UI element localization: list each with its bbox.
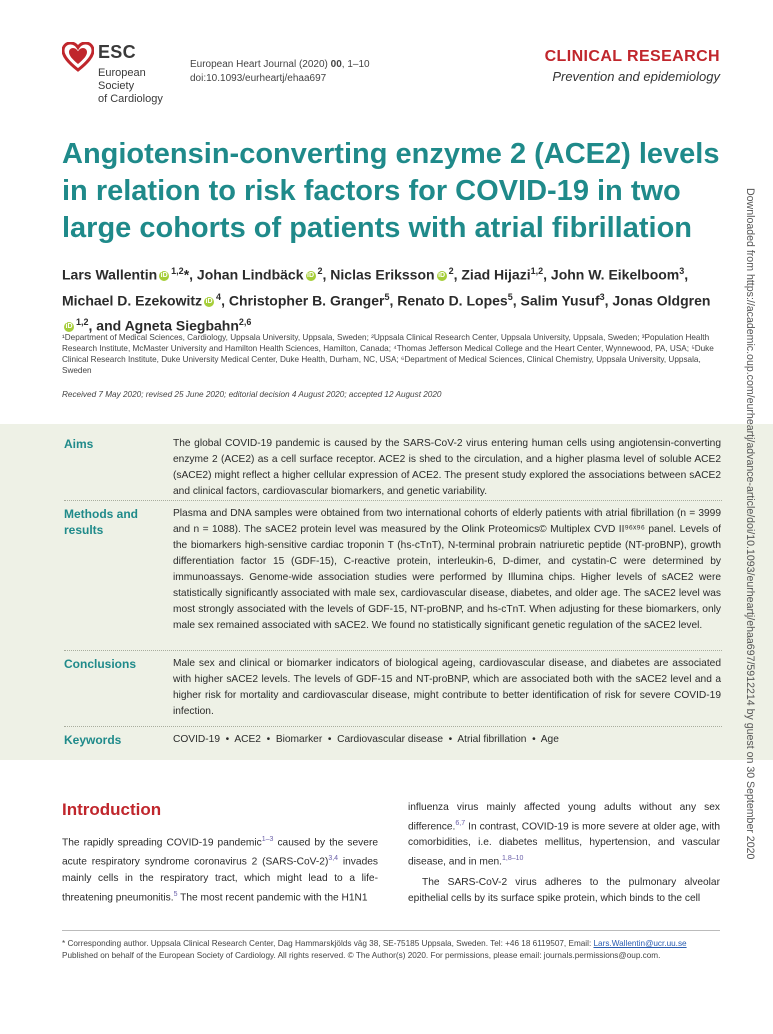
journal-doi[interactable]: doi:10.1093/eurheartj/ehaa697 bbox=[190, 73, 327, 84]
author-separator: , bbox=[189, 266, 197, 283]
orcid-icon[interactable]: iD bbox=[205, 297, 213, 305]
journal-name: European Heart Journal (2020) bbox=[190, 59, 328, 70]
corresponding-author: * Corresponding author. Uppsala Clinical Research Center, Dag Hammarskjölds väg 38, SE-75185 Uppsala, Sweden. Tel: +46 18 6119507, Email: Lars.Wallentin@ucr.uu.se bbox=[62, 939, 687, 948]
author-email-link[interactable]: Lars.Wallentin@ucr.uu.se bbox=[593, 939, 687, 948]
author-separator: , bbox=[604, 292, 613, 309]
author-affiliation-mark: 1,2 bbox=[76, 317, 89, 328]
intro-right-column: influenza virus mainly affected young adults without any sex difference.$^{6,7}$ In contrast, COVID-19 is more severe at older age, with comorbidities, i.e. diabetes mellitus, hypertension, and vascular disease, and in men.$^{1,8-10}$ The SARS-CoV-2 virus adheres to the pulmonary alveolar epithelial cells by its surface spike protein, which binds to the cell bbox=[408, 800, 720, 907]
footnotes bbox=[62, 938, 732, 962]
download-note-text: Downloaded from https://academic.oup.com/eurheartj/advance-article/doi/10.1093/eurheartj/ehaa697/5912214 by guest on 30 September 2020 bbox=[744, 188, 756, 860]
methods-text: Plasma and DNA samples were obtained from two international cohorts of elderly patients with atrial fibrillation (n = 3999 and n = 1088). The sACE2 protein level was measured by the Olink Proteomics© Multiplex CVD II⁹⁶ˣ⁹⁶ panel. Levels of the biomarkers high-sensitive cardiac troponin T (hs-cTnT), N-terminal probrain natriuretic peptide (NT-proBNP), growth differentiation factor 15 (GDF-15), C-reactive protein, interleukin-6, D-dimer, and cystatin-C were determined by immunoassays. Genome-wide association studies were performed by Illumina chips. Higher levels of sACE2 were statistically significantly associated with male sex, cardiovascular disease, diabetes, and older age. The sACE2 level was most strongly associated with the levels of GDF-15, NT-proBNP, and hs-cTnT. When adjusting for these biomarkers, only male sex remained associated with sACE2. We found no statistically significant genetic regulation of the sACE2 level. bbox=[173, 508, 721, 631]
intro-heading: Introduction bbox=[62, 800, 162, 819]
orcid-icon[interactable]: iD bbox=[438, 271, 446, 279]
citation-link[interactable]: 1–3 bbox=[261, 836, 274, 843]
author-name[interactable]: Christopher B. Granger bbox=[228, 292, 385, 309]
intro-paragraph-2: The SARS-CoV-2 virus adheres to the pulmonary alveolar epithelial cells by its surface spike protein, which binds to the cell bbox=[408, 876, 720, 904]
author-separator: , bbox=[684, 266, 689, 283]
article-title: Angiotensin-converting enzyme 2 (ACE2) levels in relation to risk factors for COVID-19 in two large cohorts of patients with atrial fibrillation bbox=[62, 138, 720, 244]
author-affiliation-mark: 3 bbox=[679, 266, 685, 276]
keywords-label: Keywords bbox=[64, 733, 122, 747]
author-list bbox=[62, 260, 722, 337]
abstract-divider bbox=[64, 726, 722, 727]
author-name[interactable]: Agneta Siegbahn bbox=[124, 317, 239, 334]
abstract-divider bbox=[64, 500, 722, 501]
footnote-rule bbox=[62, 930, 720, 931]
esc-logo-fullname: European Society of Cardiology bbox=[98, 67, 163, 105]
conclusions-label: Conclusions bbox=[64, 657, 137, 671]
heart-icon bbox=[62, 42, 94, 72]
aims-text: The global COVID-19 pandemic is caused by the SARS-CoV-2 virus entering human cells using angiotensin-converting enzyme 2 (ACE2) as a cell surface receptor. ACE2 is shed to the circulation, and a higher plasma level of soluble ACE2 (sACE2) might reflect a higher cellular expression of ACE2. The present study explored the associations between sACE2 and clinical factors, cardiovascular biomarkers, and genetic variability. bbox=[173, 438, 721, 497]
author-name[interactable]: Salim Yusuf bbox=[520, 292, 600, 309]
author-affiliation-mark: 3 bbox=[599, 291, 605, 302]
citation-link[interactable]: 6,7 bbox=[455, 820, 466, 827]
journal-volume: 00 bbox=[330, 59, 342, 70]
author-separator: , bbox=[221, 292, 229, 309]
author-name[interactable]: Johan Lindbäck bbox=[196, 266, 304, 283]
author-affiliation-mark: 5 bbox=[384, 291, 390, 302]
section-label: CLINICAL RESEARCH bbox=[544, 48, 720, 65]
section-header bbox=[545, 48, 720, 84]
author-separator: , bbox=[389, 292, 398, 309]
author-name[interactable]: John W. Eikelboom bbox=[550, 266, 680, 283]
journal-pages: , 1–10 bbox=[341, 59, 370, 70]
author-name[interactable]: Michael D. Ezekowitz bbox=[62, 292, 203, 309]
orcid-icon[interactable]: iD bbox=[65, 323, 73, 331]
author-separator: , bbox=[453, 266, 462, 283]
download-note bbox=[740, 188, 756, 860]
conclusions-text: Male sex and clinical or biomarker indicators of biological ageing, cardiovascular disease, and diabetes are associated with higher sACE2 levels. The levels of GDF-15 and NT-proBNP, which are associated both with the sACE2 level and a higher risk for mortality and cardiovascular disease, might contribute to better identification of risk for severe COVID-19 infection. bbox=[173, 658, 721, 717]
citation-link[interactable]: 3,4 bbox=[328, 855, 339, 863]
author-affiliation-mark: 2 bbox=[448, 266, 454, 276]
citation-link[interactable]: 1,8–10 bbox=[502, 855, 524, 863]
received-dates: Received 7 May 2020; revised 25 June 2020; editorial decision 4 August 2020; accepted 12 August 2020 bbox=[62, 390, 442, 399]
author-affiliation-mark: 2,6 bbox=[238, 317, 252, 328]
author-affiliation-mark: 2 bbox=[317, 266, 323, 276]
author-name[interactable]: Ziad Hijazi bbox=[461, 266, 531, 283]
keywords-text: COVID-19 • ACE2 • Biomarker • Cardiovascular disease • Atrial fibrillation • Age bbox=[173, 734, 559, 745]
author-name[interactable]: Jonas Oldgren bbox=[612, 292, 711, 309]
orcid-icon[interactable]: iD bbox=[160, 271, 168, 279]
author-separator: , bbox=[322, 266, 331, 283]
author-separator: , and bbox=[88, 317, 125, 334]
author-name[interactable]: Niclas Eriksson bbox=[330, 266, 435, 283]
corresponding-mark: * bbox=[183, 266, 190, 283]
author-affiliation-mark: 4 bbox=[216, 291, 222, 302]
intro-left-column: The rapidly spreading COVID-19 pandemic$^{1-3}$ caused by the severe acute respiratory syndrome coronavirus 2 (SARS-CoV-2)$^{3,4}$ invades mainly cells in the respiratory tract, which might lead to a life-threatening pneumonitis.$^5$ The most recent pandemic with the H1N1 bbox=[62, 836, 378, 904]
author-affiliation-mark: 5 bbox=[507, 291, 513, 302]
esc-logo-name: ESC bbox=[98, 42, 136, 62]
methods-label: Methods and results bbox=[64, 507, 138, 537]
affiliations: ¹Department of Medical Sciences, Cardiology, Uppsala University, Uppsala, Sweden; ²Uppsala Clinical Research Center, Uppsala University, Uppsala, Sweden; ³Population Health Research Institute, McMaster University and Hamilton Health Sciences, Hamilton, Canada; ⁴Thomas Jefferson Medical College and the Heart Center, Wynnewood, PA, USA; ⁵Duke Clinical Research Institute, Duke University Medical Center, Duke Health, Durham, NC, USA; ⁶Department of Medical Sciences, Clinical Chemistry, Uppsala University, Uppsala, Sweden bbox=[62, 333, 714, 375]
author-name[interactable]: Lars Wallentin bbox=[62, 266, 158, 283]
esc-logo bbox=[62, 40, 182, 105]
publisher-notice: Published on behalf of the European Society of Cardiology. All rights reserved. © The Author(s) 2020. For permissions, please email: journals.permissions@oup.com. bbox=[62, 951, 661, 960]
author-affiliation-mark: 1,2 bbox=[171, 266, 184, 276]
author-affiliation-mark: 1,2 bbox=[530, 266, 544, 276]
author-separator: , bbox=[512, 292, 521, 309]
citation-link[interactable]: 5 bbox=[173, 890, 178, 898]
author-separator: , bbox=[543, 266, 551, 283]
journal-info bbox=[190, 58, 370, 86]
author-name[interactable]: Renato D. Lopes bbox=[397, 292, 508, 309]
structured-abstract bbox=[0, 424, 773, 760]
section-sublabel: Prevention and epidemiology bbox=[552, 69, 720, 84]
abstract-divider bbox=[64, 650, 722, 651]
aims-label: Aims bbox=[64, 437, 94, 451]
orcid-icon[interactable]: iD bbox=[307, 271, 314, 279]
